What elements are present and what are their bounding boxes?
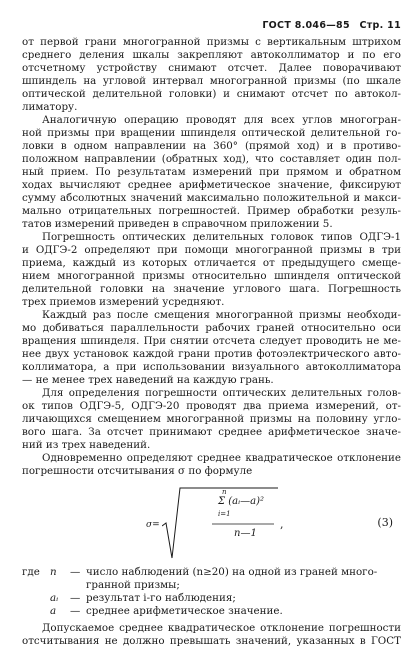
text-line: вращения шпинделя. При снятии отсчета следует проводить не ме- — [22, 335, 401, 347]
text-line: Каждый раз после смещения многогранной призмы необходи- — [42, 309, 401, 321]
formula-denominator: n—1 — [234, 528, 257, 539]
text-line: трех приемов измерений усредняют. — [22, 296, 225, 308]
page-header — [256, 20, 401, 31]
text-line: среднего деления шкалы закрепляют автоколлиматор и по его — [22, 49, 401, 61]
text-line: нием многогранной призмы относительно шпинделя оптической — [22, 270, 401, 282]
document-body — [22, 36, 401, 648]
definition-symbol: aᵢ — [50, 592, 59, 604]
definition-row — [22, 592, 401, 605]
text-line: Погрешность оптических делительных головок типов ОДГЭ-1 — [42, 231, 401, 243]
definition-text: среднее арифметическое значение. — [86, 605, 283, 617]
text-line: личающихся смещением многогранной призмы на половину угло- — [22, 413, 401, 425]
definition-text: результат i-го наблюдения; — [86, 592, 236, 604]
text-line: Аналогичную операцию проводят для всех углов многогран- — [42, 114, 401, 126]
formula-comma: , — [280, 518, 284, 531]
text-line: оптической делительной головки) и снимают отсчет по автокол- — [22, 88, 401, 100]
formula-lhs: σ= — [146, 520, 160, 530]
definition-row — [22, 566, 401, 579]
text-line: приема, каждый из которых отличается от предыдущего смеще- — [22, 257, 401, 269]
text-line: ходах вычисляют среднее арифметическое значение, фиксируют — [22, 179, 401, 191]
sum-lower-limit: i=1 — [218, 510, 231, 518]
text-line: отсчетному устройству снимают отсчет. Далее поворачивают — [22, 62, 401, 74]
text-before-formula — [22, 36, 401, 478]
text-line: ный прием. По результатам измерений при прямом и обратном — [22, 166, 401, 178]
text-line: нее двух установок каждой грани против фотоэлектрического авто- — [22, 348, 401, 360]
definition-dash: — — [70, 566, 81, 578]
formula-numerator: Σ (aᵢ—a)² — [218, 496, 264, 507]
text-line: мально отрицательных погрешностей. Пример обработки резуль- — [22, 205, 401, 217]
text-line: ловки в одном направлении на 360° (прямой ход) и в противо- — [22, 140, 401, 152]
text-line: коллиматора, а при использовании визуального автоколлиматора — [22, 361, 401, 373]
text-line: Одновременно определяют среднее квадратическое отклонение — [42, 452, 401, 464]
definition-dash: — — [70, 605, 81, 617]
text-line: погрешности отсчитывания σ по формуле — [22, 465, 253, 477]
text-line: делительной головки на значение углового шага. Погрешность — [22, 283, 401, 295]
text-line: сумму абсолютных значений максимально положительной и макси- — [22, 192, 401, 204]
definition-prefix — [22, 579, 50, 592]
definition-text: число наблюдений (n≥20) на одной из граней много- — [86, 566, 378, 578]
text-line: мо добиваться параллельности рабочих граней относительно оси — [22, 322, 401, 334]
text-line: ной призмы при вращении шпинделя оптической делительной го- — [22, 127, 401, 139]
text-line: лиматору. — [22, 101, 78, 113]
formula-3 — [22, 486, 401, 562]
variable-definitions — [22, 566, 401, 618]
definition-prefix — [22, 592, 50, 605]
text-line: шпиндель на угловой интервал многогранной призмы (по шкале — [22, 75, 401, 87]
definition-symbol: n — [50, 566, 57, 578]
text-line: ний из трех наведений. — [22, 439, 151, 451]
text-line: — не менее трех наведений на каждую грань. — [22, 374, 274, 386]
page-number: Стр. 11 — [359, 20, 401, 31]
definition-prefix — [22, 605, 50, 618]
sum-upper-limit: n — [222, 488, 227, 496]
text-line: положном направлении (обратных ход), что составляет один пол- — [22, 153, 401, 165]
definition-dash: — — [70, 592, 81, 604]
definition-dash — [70, 579, 86, 592]
definition-row — [22, 605, 401, 618]
definition-symbol — [50, 579, 70, 592]
text-line: от первой грани многогранной призмы с вертикальным штрихом — [22, 36, 401, 48]
standard-number: ГОСТ 8.046—85 — [262, 20, 350, 31]
equation-number: (3) — [377, 516, 393, 529]
text-line: татов измерений приведен в справочном приложении 5. — [22, 218, 333, 230]
definition-prefix: где — [22, 566, 40, 578]
definition-symbol: a — [50, 605, 57, 617]
text-line: вого шага. За отсчет принимают среднее арифметическое значе- — [22, 426, 401, 438]
definition-row — [22, 579, 401, 592]
text-line: отсчитывания не должно превышать значений, указанных в ГОСТ — [22, 635, 401, 647]
text-line: Для определения погрешности оптических делительных голов- — [42, 387, 401, 399]
definition-text: гранной призмы; — [86, 579, 180, 591]
text-line: и ОДГЭ-2 определяют при помощи многогранной призмы в три — [22, 244, 401, 256]
text-after-definitions — [22, 622, 401, 648]
text-line: ок типов ОДГЭ-5, ОДГЭ-20 проводят два приема измерений, от- — [22, 400, 401, 412]
text-line: Допускаемое среднее квадратическое отклонение погрешности — [42, 622, 401, 634]
